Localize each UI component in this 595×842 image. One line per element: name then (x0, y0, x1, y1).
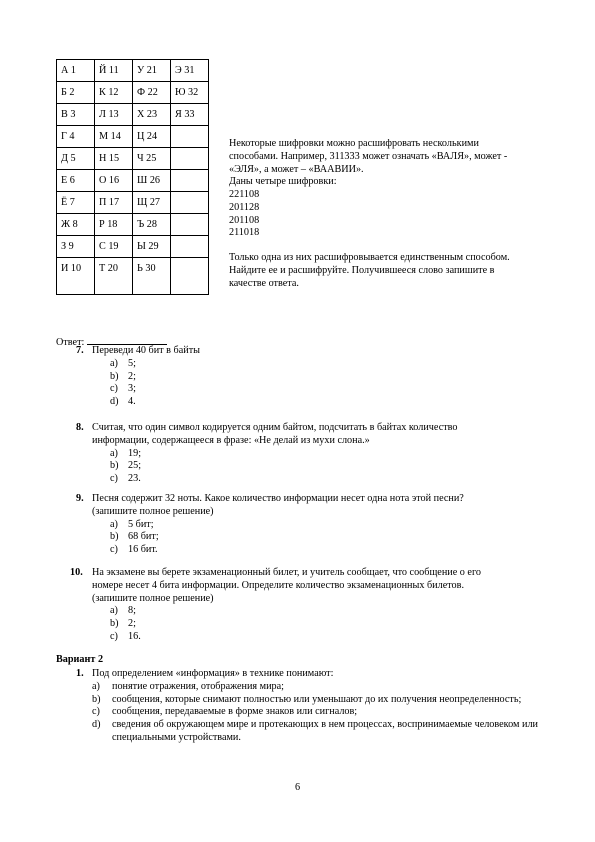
answer-option (110, 618, 571, 631)
question (76, 493, 571, 557)
page-number: 6 (294, 782, 301, 793)
table-cell: Е 6 (57, 170, 95, 192)
table-cell: Ж 8 (57, 214, 95, 236)
table-cell: Х 23 (133, 104, 171, 126)
answer-option (110, 631, 571, 644)
option-list (110, 448, 571, 486)
option-letter: b) (92, 693, 101, 705)
v2-question-1 (76, 668, 571, 745)
table-cell: Я 33 (171, 104, 209, 126)
table-cell (171, 236, 209, 258)
option-text: 16. (128, 630, 141, 642)
table-row (57, 82, 209, 104)
question-number: 10. (70, 567, 83, 578)
table-cell: К 12 (95, 82, 133, 104)
table-cell: Ш 26 (133, 170, 171, 192)
option-text: 8; (128, 605, 136, 617)
table-cell: Т 20 (95, 258, 133, 295)
option-letter: a) (110, 447, 118, 459)
question-text: Считая, что один символ кодируется одним байтом, подсчитать в байтах количество (92, 422, 458, 433)
cipher-text-line: «ЭЛЯ», а может – «ВААВИИ». (229, 163, 364, 175)
table-cell: Ц 24 (133, 126, 171, 148)
table-cell: И 10 (57, 258, 95, 295)
question-number: 1. (76, 668, 84, 679)
answer-option (110, 544, 571, 557)
table-cell: Щ 27 (133, 192, 171, 214)
answer-option (92, 681, 571, 694)
answer-option (110, 531, 571, 544)
table-cell: Л 13 (95, 104, 133, 126)
table-cell: Б 2 (57, 82, 95, 104)
question-number: 9. (76, 493, 84, 504)
answer-option (92, 706, 571, 719)
table-row (57, 104, 209, 126)
option-text: 2; (128, 618, 136, 629)
answer-option (110, 460, 571, 473)
option-letter: b) (110, 531, 119, 543)
question-text: номере несет 4 бита информации. Определите количество экзаменационных билетов. (92, 579, 464, 591)
option-letter: b) (110, 370, 119, 382)
table-cell: Д 5 (57, 148, 95, 170)
table-cell (171, 192, 209, 214)
cipher-text-line: качестве ответа. (229, 277, 299, 289)
table-cell: Й 11 (95, 60, 133, 82)
cipher-code: 201108 (229, 214, 260, 226)
cipher-text-line: Только одна из них расшифровывается единственным способом. (229, 252, 510, 263)
answer-option (92, 719, 571, 745)
option-letter: a) (110, 518, 118, 530)
option-text: 25; (128, 460, 142, 472)
table-cell: Ч 25 (133, 148, 171, 170)
table-cell: Г 4 (57, 126, 95, 148)
question-text: Под определением «информация» в технике понимают: (92, 668, 334, 679)
letter-code-table (56, 59, 209, 295)
table-row (57, 60, 209, 82)
option-letter: d) (110, 396, 119, 407)
answer-option (92, 694, 571, 707)
option-letter: c) (110, 383, 118, 395)
cipher-code: 221108 (229, 189, 260, 200)
cipher-text-line: Даны четыре шифровки: (229, 176, 337, 188)
question-text: информации, содержащееся в фразе: «Не делай из мухи слона.» (92, 434, 370, 446)
table-cell: М 14 (95, 126, 133, 148)
table-cell: З 9 (57, 236, 95, 258)
option-letter: c) (110, 473, 118, 484)
option-letter: b) (110, 460, 119, 472)
cipher-code: 211018 (229, 227, 260, 239)
option-letter: a) (92, 680, 100, 692)
option-list (110, 358, 571, 409)
answer-option (110, 396, 571, 409)
option-text: 4. (128, 396, 136, 407)
option-text: 68 бит; (128, 531, 159, 543)
answer-option (110, 383, 571, 396)
table-cell (171, 214, 209, 236)
answer-option (110, 358, 571, 371)
option-letter: d) (92, 719, 101, 730)
option-text: сообщения, которые снимают полностью или уменьшают до их получения неопределенность; (112, 693, 522, 705)
answer-option (110, 448, 571, 461)
option-list (110, 519, 571, 557)
table-row (57, 148, 209, 170)
question-text: Песня содержит 32 ноты. Какое количество информации несет одна нота этой песни? (92, 493, 464, 504)
table-cell: Ф 22 (133, 82, 171, 104)
cipher-text-line: Некоторые шифровки можно расшифровать несколькими (229, 138, 479, 149)
answer-label: Ответ: (56, 337, 85, 348)
option-letter: c) (92, 706, 100, 718)
option-letter: a) (110, 357, 118, 369)
option-text: 19; (128, 447, 142, 459)
table-cell (171, 170, 209, 192)
option-text: сведения об окружающем мире и протекающих в нем процессах, воспринимаемые человеком или специальными устройствами. (112, 719, 538, 743)
option-text: 23. (128, 473, 141, 484)
option-text: 5; (128, 357, 136, 369)
table-row (57, 214, 209, 236)
option-text: 5 бит; (128, 518, 154, 530)
table-cell: Ю 32 (171, 82, 209, 104)
table-cell: Ы 29 (133, 236, 171, 258)
table-cell: Э 31 (171, 60, 209, 82)
table-cell: Н 15 (95, 148, 133, 170)
question (76, 345, 571, 409)
answer-option (110, 473, 571, 486)
table-row (57, 126, 209, 148)
table-cell: Ё 7 (57, 192, 95, 214)
table-cell: Ь 30 (133, 258, 171, 295)
option-text: 16 бит. (128, 544, 158, 555)
option-text: 2; (128, 370, 136, 382)
table-cell: Р 18 (95, 214, 133, 236)
table-cell: О 16 (95, 170, 133, 192)
table-cell (171, 258, 209, 295)
table-cell: В 3 (57, 104, 95, 126)
table-cell (171, 148, 209, 170)
cipher-text-line: способами. Например, 311333 может означать «ВАЛЯ», может - (229, 150, 508, 162)
answer-option (110, 519, 571, 532)
question (76, 422, 571, 486)
option-letter: a) (110, 605, 118, 617)
table-row (57, 170, 209, 192)
option-text: понятие отражения, отображения мира; (112, 680, 284, 692)
question-text: На экзамене вы берете экзаменационный билет, и учитель сообщает, что сообщение о его (92, 567, 481, 578)
table-cell: А 1 (57, 60, 95, 82)
table-cell (171, 126, 209, 148)
question-text: (запишите полное решение) (92, 592, 214, 604)
cipher-task (229, 138, 561, 290)
cipher-code: 201128 (229, 201, 260, 213)
answer-option (110, 371, 571, 384)
option-list (92, 681, 571, 745)
option-letter: c) (110, 544, 118, 555)
answer-option (110, 605, 571, 618)
table-row (57, 236, 209, 258)
question-text: (запишите полное решение) (92, 505, 214, 517)
option-text: 3; (128, 383, 136, 395)
table-row (57, 192, 209, 214)
option-letter: c) (110, 630, 118, 642)
option-letter: b) (110, 618, 119, 629)
question (70, 567, 571, 644)
question-number: 7. (76, 345, 84, 356)
table-cell: У 21 (133, 60, 171, 82)
question-text: Переведи 40 бит в байты (92, 345, 200, 356)
question-number: 8. (76, 422, 84, 433)
option-text: сообщения, передаваемые в форме знаков или сигналов; (112, 706, 358, 718)
table-cell: П 17 (95, 192, 133, 214)
answer-blank (87, 334, 167, 345)
table-cell: Ъ 28 (133, 214, 171, 236)
table-row (57, 258, 209, 295)
cipher-text-line: Найдите ее и расшифруйте. Получившееся слово запишите в (229, 264, 495, 276)
table-cell: С 19 (95, 236, 133, 258)
option-list (110, 605, 571, 643)
variant-heading: Вариант 2 (56, 654, 104, 665)
